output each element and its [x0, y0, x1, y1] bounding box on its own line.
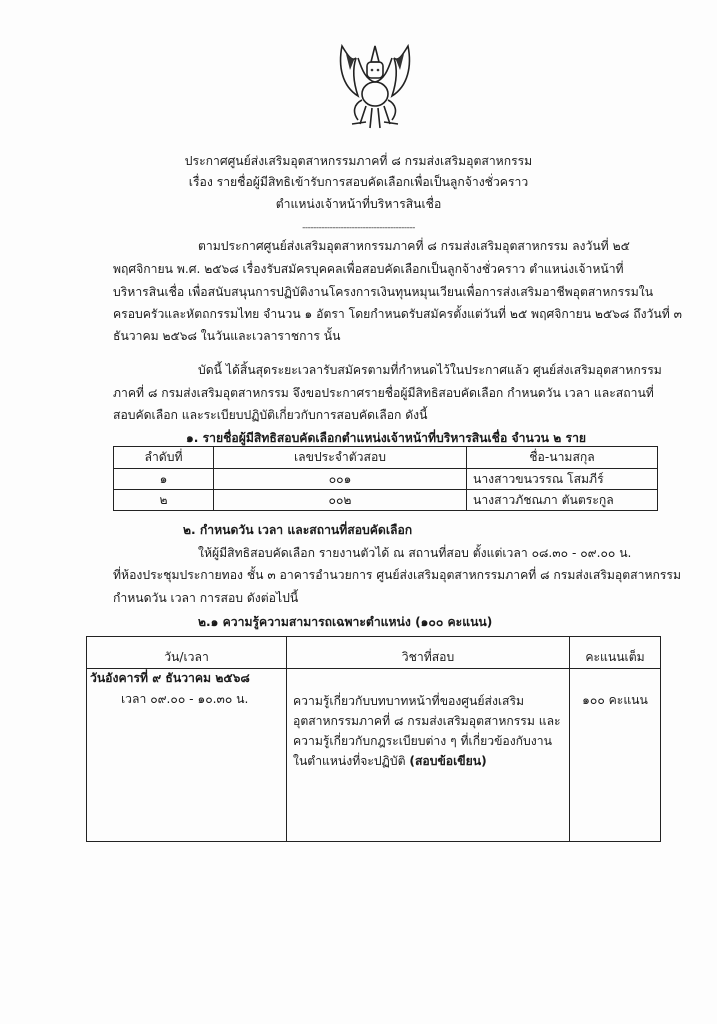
cell-order: ๒ [114, 490, 214, 511]
cell-order: ๑ [114, 469, 214, 490]
paragraph1-line: ตามประกาศศูนย์ส่งเสริมอุตสาหกรรมภาคที่ ๘ กรมส่งเสริมอุตสาหกรรม ลงวันที่ ๒๕ [198, 239, 630, 253]
paragraph1-line: พฤศจิกายน พ.ศ. ๒๕๖๘ เรื่องรับสมัครบุคคลเพื่อสอบคัดเลือกเป็นลูกจ้างชั่วคราว ตำแหน่งเจ้าหน้าที่ [113, 262, 624, 276]
column-header-date-time: วัน/เวลา [87, 637, 287, 669]
announcement-position-line: ตำแหน่งเจ้าหน้าที่บริหารสินเชื่อ [275, 197, 442, 211]
subject-exam-type: (สอบข้อเขียน) [409, 754, 487, 768]
eligible-candidates-table [113, 446, 658, 511]
garuda-emblem-icon [336, 40, 414, 132]
column-header-order: ลำดับที่ [114, 447, 214, 469]
section1-title: ๑. รายชื่อผู้มีสิทธิสอบคัดเลือกตำแหน่งเจ้าหน้าที่บริหารสินเชื่อ จำนวน ๒ ราย [186, 431, 587, 445]
announcement-title-line1: ประกาศศูนย์ส่งเสริมอุตสาหกรรมภาคที่ ๘ กรมส่งเสริมอุตสาหกรรม [184, 154, 533, 168]
section2-line: ให้ผู้มีสิทธิสอบคัดเลือก รายงานตัวได้ ณ สถานที่สอบ ตั้งแต่เวลา ๐๘.๓๐ - ๐๙.๐๐ น. [198, 546, 632, 560]
section2-line: ที่ห้องประชุมประกายทอง ชั้น ๓ อาคารอำนวยการ ศูนย์ส่งเสริมอุตสาหกรรมภาคที่ ๘ กรมส่งเสริมอุตสาหกรรม [113, 568, 681, 582]
paragraph1-line: ครอบครัวและหัตถกรรมไทย จำนวน ๑ อัตรา โดยกำหนดรับสมัครตั้งแต่วันที่ ๒๕ พฤศจิกายน ๒๕๖๘ ถึงวันที่ ๓ [113, 307, 682, 321]
announcement-subject-line: เรื่อง รายชื่อผู้มีสิทธิเข้ารับการสอบคัดเลือกเพื่อเป็นลูกจ้างชั่วคราว [188, 175, 529, 189]
cell-exam-id: ๐๐๑ [214, 469, 467, 490]
exam-time: เวลา ๐๙.๐๐ - ๑๐.๓๐ น. [121, 692, 249, 706]
cell-full-name: นางสาวขนวรรณ โสมภีร์ [467, 469, 658, 490]
table-row [87, 669, 661, 842]
subject-text: ความรู้เกี่ยวกับบทบาทหน้าที่ของศูนย์ส่งเสริมอุตสาหกรรมภาคที่ ๘ กรมส่งเสริมอุตสาหกรรม และความรู้เกี่ยวกับกฎระเบียบต่าง ๆ ที่เกี่ยวข้องกับงานในตำแหน่งที่จะปฏิบัติ [293, 694, 561, 768]
table-header-row [87, 637, 661, 669]
cell-full-name: นางสาวภัชณภา ตันตระกูล [467, 490, 658, 511]
subsection-2-1-title: ๒.๑ ความรู้ความสามารถเฉพาะตำแหน่ง (๑๐๐ คะแนน) [198, 615, 493, 629]
column-header-full-name: ชื่อ-นามสกุล [467, 447, 658, 469]
section2-title: ๒. กำหนดวัน เวลา และสถานที่สอบคัดเลือก [183, 523, 413, 537]
paragraph2-line: บัดนี้ ได้สิ้นสุดระยะเวลารับสมัครตามที่กำหนดไว้ในประกาศแล้ว ศูนย์ส่งเสริมอุตสาหกรรม [198, 363, 662, 377]
paragraph1-line: บริหารสินเชื่อ เพื่อสนับสนุนการปฏิบัติงานโครงการเงินทุนหมุนเวียนเพื่อการส่งเสริมอาชีพอุตสาหกรรมใน [113, 285, 654, 299]
column-header-exam-id: เลขประจำตัวสอบ [214, 447, 467, 469]
paragraph1-line: ธันวาคม ๒๕๖๘ ในวันและเวลาราชการ นั้น [113, 329, 341, 343]
header-separator: ----------------------------------------- [302, 223, 415, 233]
section2-line: กำหนดวัน เวลา การสอบ ดังต่อไปนี้ [113, 591, 299, 605]
exam-date: วันอังคารที่ ๙ ธันวาคม ๒๕๖๘ [90, 671, 250, 685]
exam-schedule-table [86, 636, 661, 842]
column-header-full-score: คะแนนเต็ม [570, 637, 661, 669]
table-row [114, 490, 658, 511]
table-header-row [114, 447, 658, 469]
cell-date-time [87, 669, 287, 842]
paragraph2-line: ภาคที่ ๘ กรมส่งเสริมอุตสาหกรรม จึงขอประกาศรายชื่อผู้มีสิทธิสอบคัดเลือก กำหนดวัน เวลา และสถานที่ [113, 386, 654, 400]
paragraph2-line: สอบคัดเลือก และระเบียบปฏิบัติเกี่ยวกับการสอบคัดเลือก ดังนี้ [113, 408, 428, 422]
column-header-subject: วิชาที่สอบ [287, 637, 570, 669]
cell-subject [287, 669, 570, 842]
cell-exam-id: ๐๐๒ [214, 490, 467, 511]
cell-full-score: ๑๐๐ คะแนน [570, 669, 661, 842]
table-row [114, 469, 658, 490]
